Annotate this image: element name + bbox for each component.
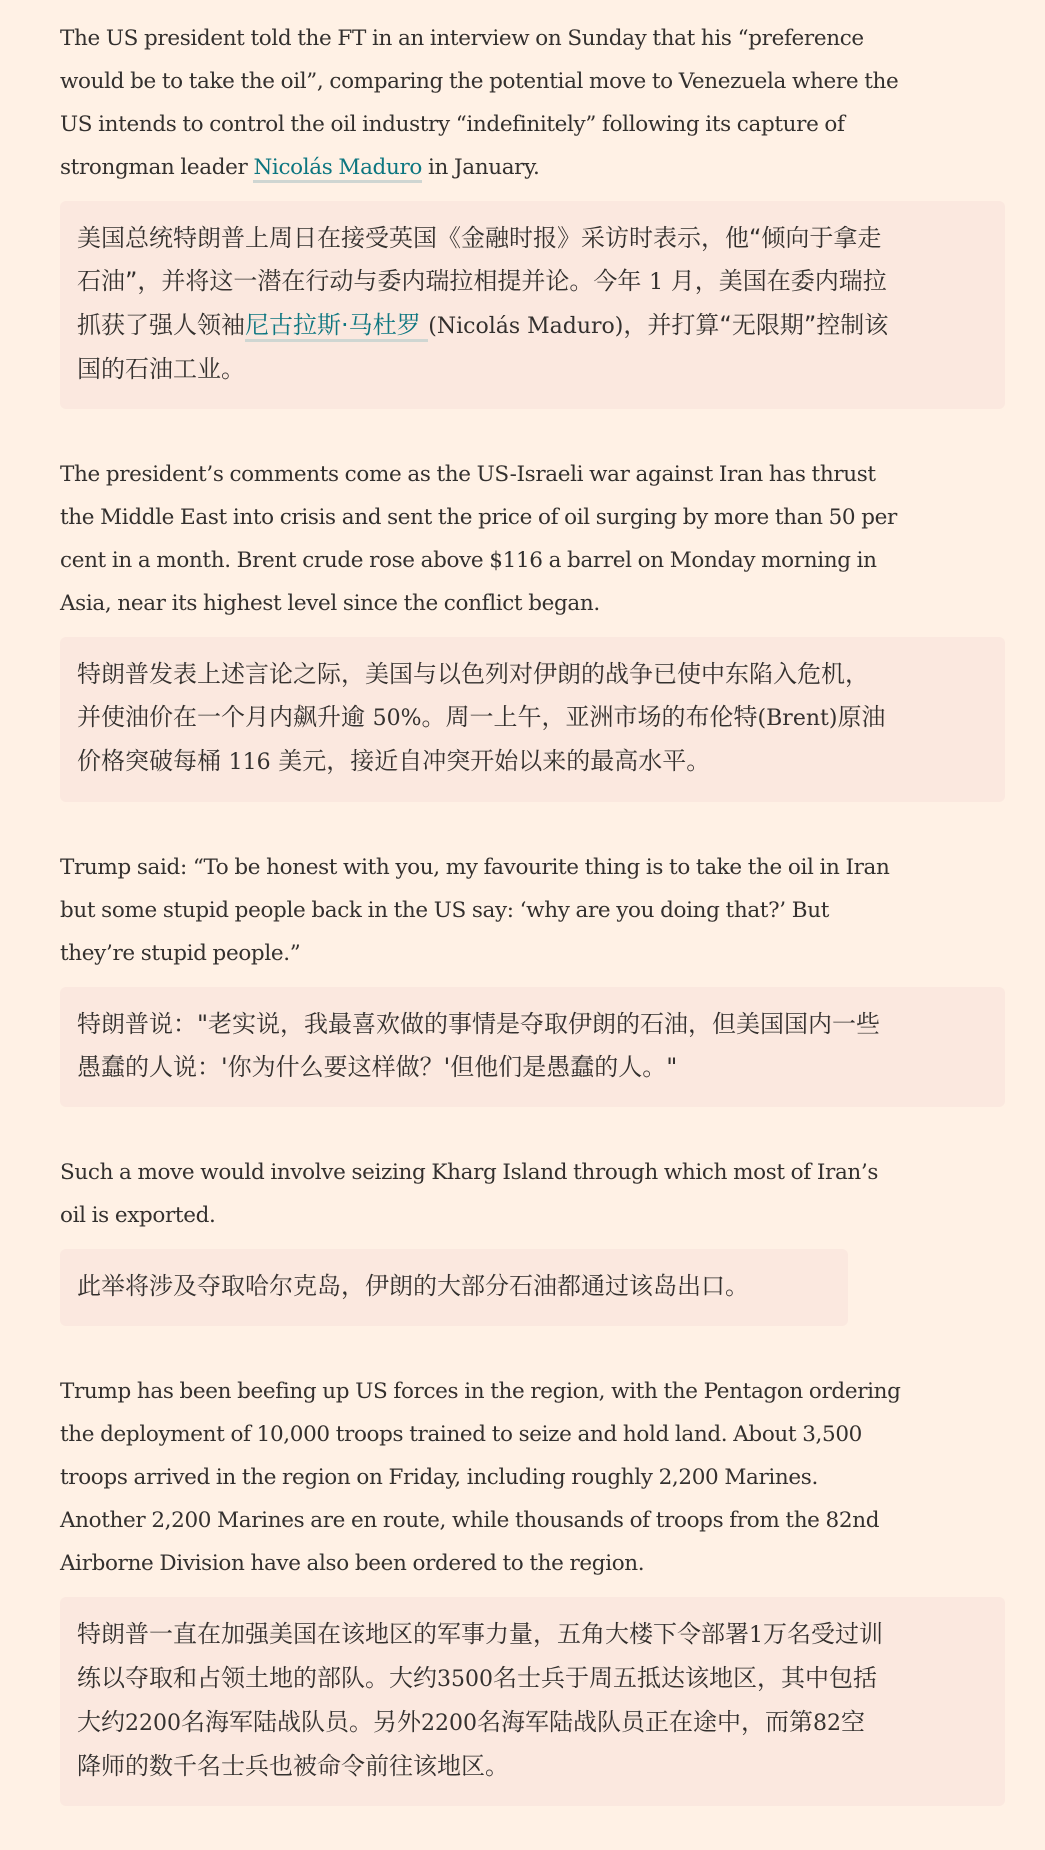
- text-segment: (Brent): [757, 706, 838, 731]
- text-line: the Middle East into crisis and sent the price of oil surging by more than 50 per: [60, 505, 897, 530]
- text-segment: 大约: [77, 1708, 125, 1736]
- text-line: they’re stupid people.”: [60, 941, 301, 966]
- text-line: 此举将涉及夺取哈尔克岛，伊朗的大部分石油都通过该岛出口。: [77, 1272, 749, 1300]
- text-segment: 抓获了强人领袖: [77, 311, 245, 339]
- text-segment: ，并打算“无限期”控制该: [623, 311, 889, 339]
- text-segment: 并使油价在一个月内飙升逾: [77, 703, 373, 731]
- text-segment: 价格突破每桶: [77, 747, 229, 775]
- english-paragraph: [60, 1151, 1006, 1237]
- text-line: 美国总统特朗普上周日在接受英国《金融时报》采访时表示，他“倾向于拿走: [77, 224, 882, 252]
- english-paragraph: [60, 846, 1006, 975]
- text-line: would be to take the oil”, comparing the potential move to Venezuela where the: [60, 69, 899, 94]
- text-line: Airborne Division have also been ordered to the region.: [60, 1551, 645, 1576]
- text-segment: 82: [813, 1711, 841, 1736]
- text-segment: 1: [749, 1623, 763, 1648]
- text-segment: 50%: [372, 706, 422, 731]
- text-segment: 空: [841, 1708, 865, 1736]
- text-line: Trump has been beefing up US forces in the region, with the Pentagon ordering: [60, 1379, 901, 1404]
- text-line: the deployment of 10,000 troops trained to seize and hold land. About 3,500: [60, 1422, 862, 1447]
- maduro-link[interactable]: Nicolás Maduro: [253, 155, 422, 183]
- text-line: oil is exported.: [60, 1203, 216, 1228]
- text-line: Such a move would involve seizing Kharg Island through which most of Iran’s: [60, 1160, 879, 1185]
- chinese-translation-box: [60, 1597, 1005, 1806]
- text-line: The president’s comments come as the US-Israeli war against Iran has thrust: [60, 462, 876, 487]
- text-line: Asia, near its highest level since the conflict began.: [60, 591, 600, 616]
- text-line: [77, 696, 989, 740]
- english-paragraph: [60, 17, 1006, 189]
- maduro-link-zh[interactable]: 尼古拉斯·马杜罗: [245, 311, 428, 342]
- article-body: [60, 17, 1006, 1850]
- text-segment: 原油: [837, 703, 886, 731]
- text-line: 愚蠢的人说：'你为什么要这样做？'但他们是愚蠢的人。": [77, 1053, 678, 1081]
- text-line: [77, 740, 989, 784]
- text-segment: 美元，接近自冲突开始以来的最高水平。: [270, 747, 711, 775]
- text-segment: 名海军陆战队员正在途中，而第: [477, 1708, 813, 1736]
- text-line: cent in a month. Brent crude rose above $116 a barrel on Monday morning in: [60, 548, 877, 573]
- english-paragraph: [60, 453, 1006, 625]
- text-segment: 石油”，并将这一潜在行动与委内瑞拉相提并论。今年: [77, 267, 650, 295]
- paragraph-pair-4: [60, 1151, 1006, 1326]
- chinese-translation-box: [60, 637, 1005, 802]
- text-segment: 1: [649, 270, 664, 295]
- text-line: [60, 146, 1006, 189]
- text-segment: 。周一上午，亚洲市场的布伦特: [421, 703, 758, 731]
- text-segment: strongman leader: [60, 155, 254, 180]
- text-line: Another 2,200 Marines are en route, while thousands of troops from the 82nd: [60, 1508, 880, 1533]
- english-paragraph: [60, 1370, 1006, 1585]
- text-line: 特朗普发表上述言论之际，美国与以色列对伊朗的战争已使中东陷入危机，: [77, 660, 869, 688]
- text-segment: 练以夺取和占领土地的部队。大约: [77, 1664, 437, 1692]
- paragraph-pair-1: [60, 17, 1006, 409]
- text-segment: 116: [228, 750, 271, 775]
- chinese-translation-box: [60, 201, 1005, 409]
- text-line: Trump said: “To be honest with you, my favourite thing is to take the oil in Iran: [60, 855, 890, 880]
- text-segment: 2200: [421, 1711, 477, 1736]
- text-segment: 3500: [437, 1667, 493, 1692]
- text-line: but some stupid people back in the US say: ‘why are you doing that?’ But: [60, 898, 829, 923]
- text-line: [77, 304, 989, 348]
- text-line: 降师的数千名士兵也被命令前往该地区。: [77, 1752, 509, 1780]
- text-line: US intends to control the oil industry “indefinitely” following its capture of: [60, 112, 845, 137]
- text-line: [77, 1657, 989, 1701]
- text-segment: in January.: [421, 155, 540, 180]
- text-line: [77, 260, 989, 304]
- text-line: 国的石油工业。: [77, 355, 245, 383]
- text-line: [77, 1701, 989, 1745]
- paragraph-pair-2: [60, 453, 1006, 802]
- text-segment: 特朗普一直在加强美国在该地区的军事力量，五角大楼下令部署: [77, 1620, 749, 1648]
- text-segment: 万名受过训: [763, 1620, 883, 1648]
- text-line: 特朗普说："老实说，我最喜欢做的事情是夺取伊朗的石油，但美国国内一些: [77, 1010, 881, 1038]
- paragraph-pair-3: [60, 846, 1006, 1107]
- chinese-translation-box: [60, 987, 1005, 1107]
- chinese-translation-box: [60, 1249, 848, 1326]
- text-segment: 名士兵于周五抵达该地区，其中包括: [493, 1664, 877, 1692]
- text-line: troops arrived in the region on Friday, including roughly 2,200 Marines.: [60, 1465, 818, 1490]
- text-segment: 名海军陆战队员。另外: [181, 1708, 421, 1736]
- text-line: [77, 1613, 989, 1657]
- text-line: The US president told the FT in an interview on Sunday that his “preference: [60, 26, 864, 51]
- text-segment: 2200: [125, 1711, 181, 1736]
- paragraph-pair-5: [60, 1370, 1006, 1806]
- text-segment: 月，美国在委内瑞拉: [663, 267, 887, 295]
- text-segment: (Nicolás Maduro): [428, 314, 624, 339]
